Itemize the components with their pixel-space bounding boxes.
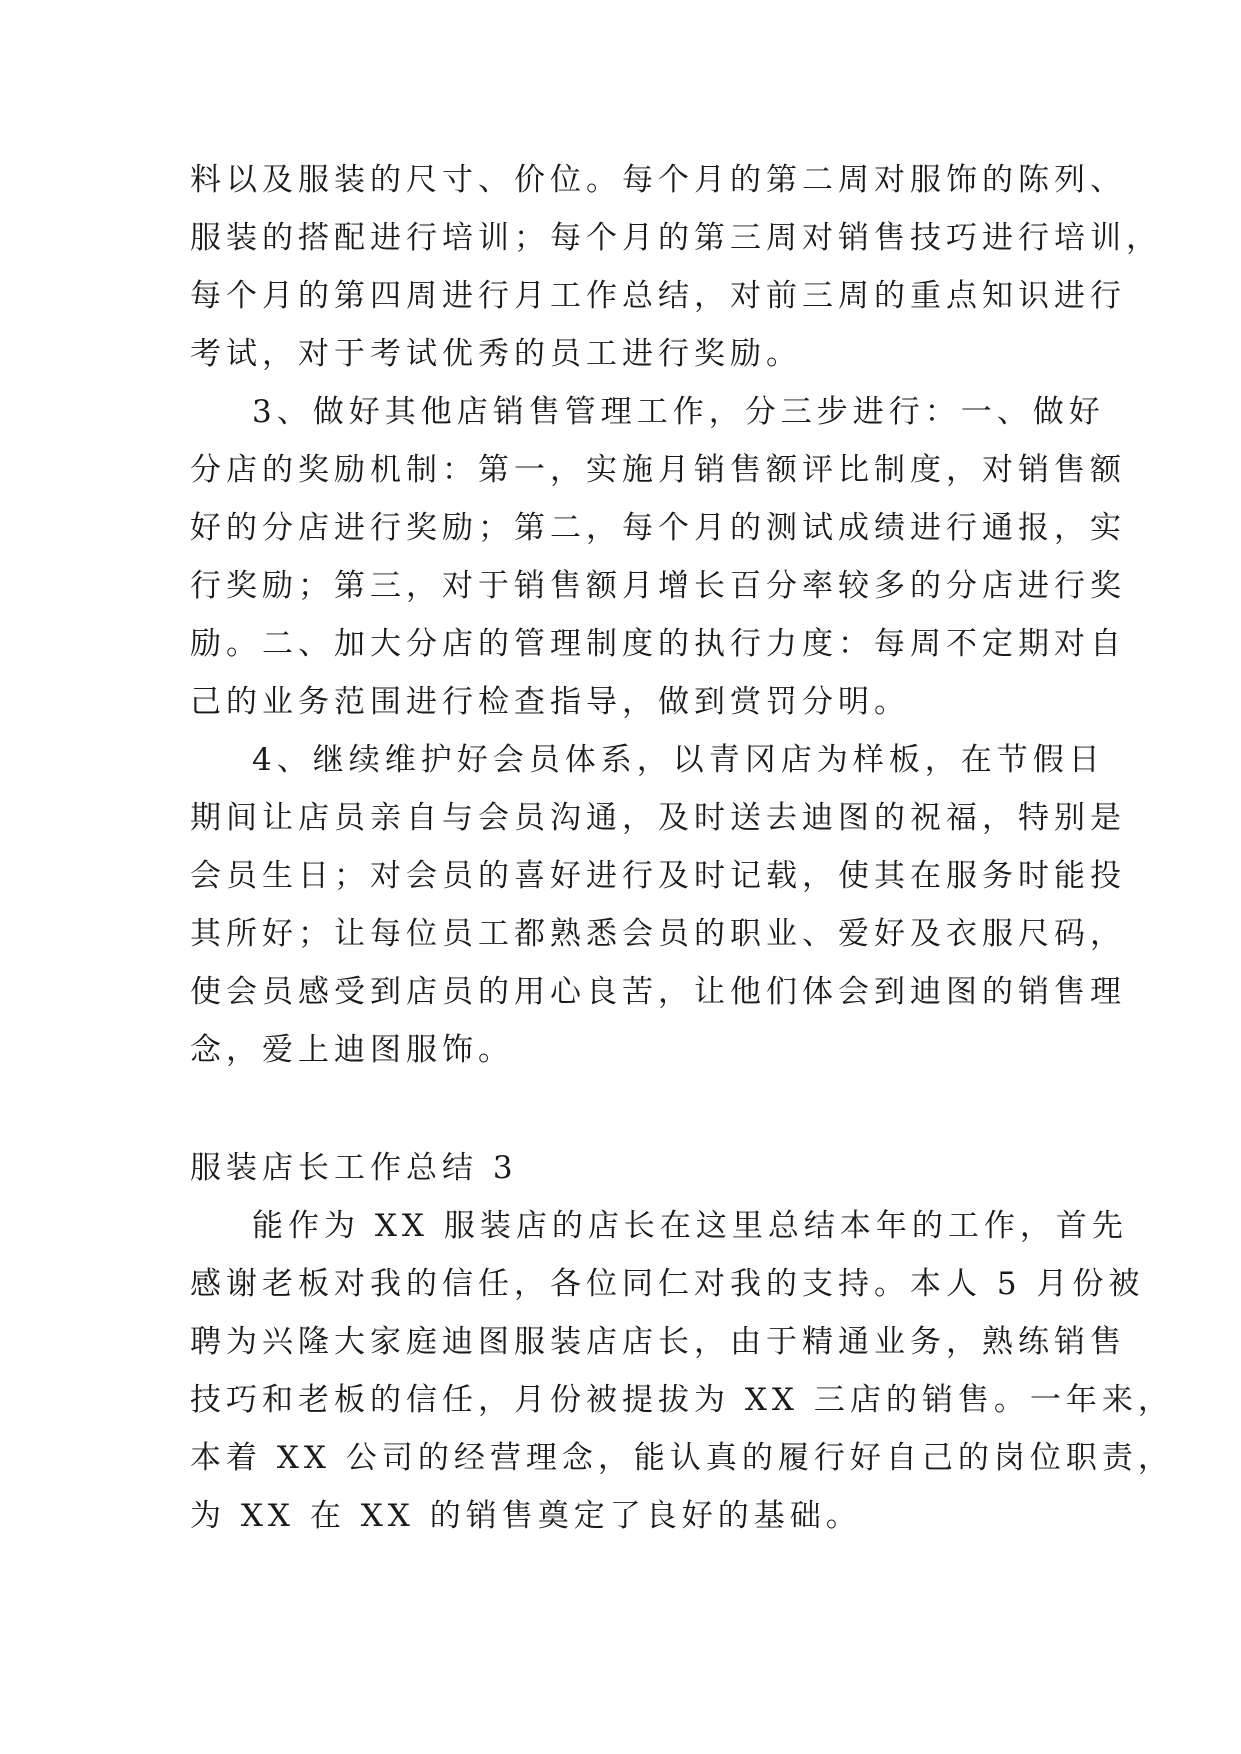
paragraph-line: 聘为兴隆大家庭迪图服装店店长，由于精通业务，熟练销售 [190, 1324, 1126, 1360]
paragraph-line: 其所好；让每位员工都熟悉会员的职业、爱好及衣服尺码， [190, 916, 1126, 952]
paragraph-line: 期间让店员亲自与会员沟通，及时送去迪图的祝福，特别是 [190, 800, 1126, 836]
paragraph-line: 分店的奖励机制：第一，实施月销售额评比制度，对销售额 [190, 452, 1126, 488]
paragraph-line: 技巧和老板的信任，月份被提拔为 XX 三店的销售。一年来， [190, 1382, 1174, 1418]
paragraph-line: 感谢老板对我的信任，各位同仁对我的支持。本人 5 月份被 [190, 1266, 1145, 1302]
paragraph-line: 3、做好其他店销售管理工作，分三步进行：一、做好 [252, 394, 1105, 430]
paragraph-line: 每个月的第四周进行月工作总结，对前三周的重点知识进行 [190, 278, 1126, 314]
paragraph-line: 会员生日；对会员的喜好进行及时记载，使其在服务时能投 [190, 858, 1126, 894]
paragraph-line: 好的分店进行奖励；第二，每个月的测试成绩进行通报，实 [190, 510, 1126, 546]
section-heading: 服装店长工作总结 3 [190, 1150, 518, 1186]
paragraph-line: 行奖励；第三，对于销售额月增长百分率较多的分店进行奖 [190, 568, 1126, 604]
paragraph-line: 料以及服装的尺寸、价位。每个月的第二周对服饰的陈列、 [190, 162, 1126, 198]
paragraph-line: 为 XX 在 XX 的销售奠定了良好的基础。 [190, 1498, 862, 1534]
paragraph-line: 4、继续维护好会员体系，以青冈店为样板，在节假日 [252, 742, 1105, 778]
paragraph-line: 励。二、加大分店的管理制度的执行力度：每周不定期对自 [190, 626, 1126, 662]
paragraph-line: 能作为 XX 服装店的店长在这里总结本年的工作，首先 [252, 1208, 1128, 1244]
paragraph-line: 本着 XX 公司的经营理念，能认真的履行好自己的岗位职责， [190, 1440, 1174, 1476]
paragraph-line: 考试，对于考试优秀的员工进行奖励。 [190, 336, 802, 372]
paragraph-line: 服装的搭配进行培训；每个月的第三周对销售技巧进行培训， [190, 220, 1162, 256]
paragraph-line: 己的业务范围进行检查指导，做到赏罚分明。 [190, 684, 910, 720]
paragraph-line: 使会员感受到店员的用心良苦，让他们体会到迪图的销售理 [190, 974, 1126, 1010]
paragraph-line: 念，爱上迪图服饰。 [190, 1032, 514, 1068]
